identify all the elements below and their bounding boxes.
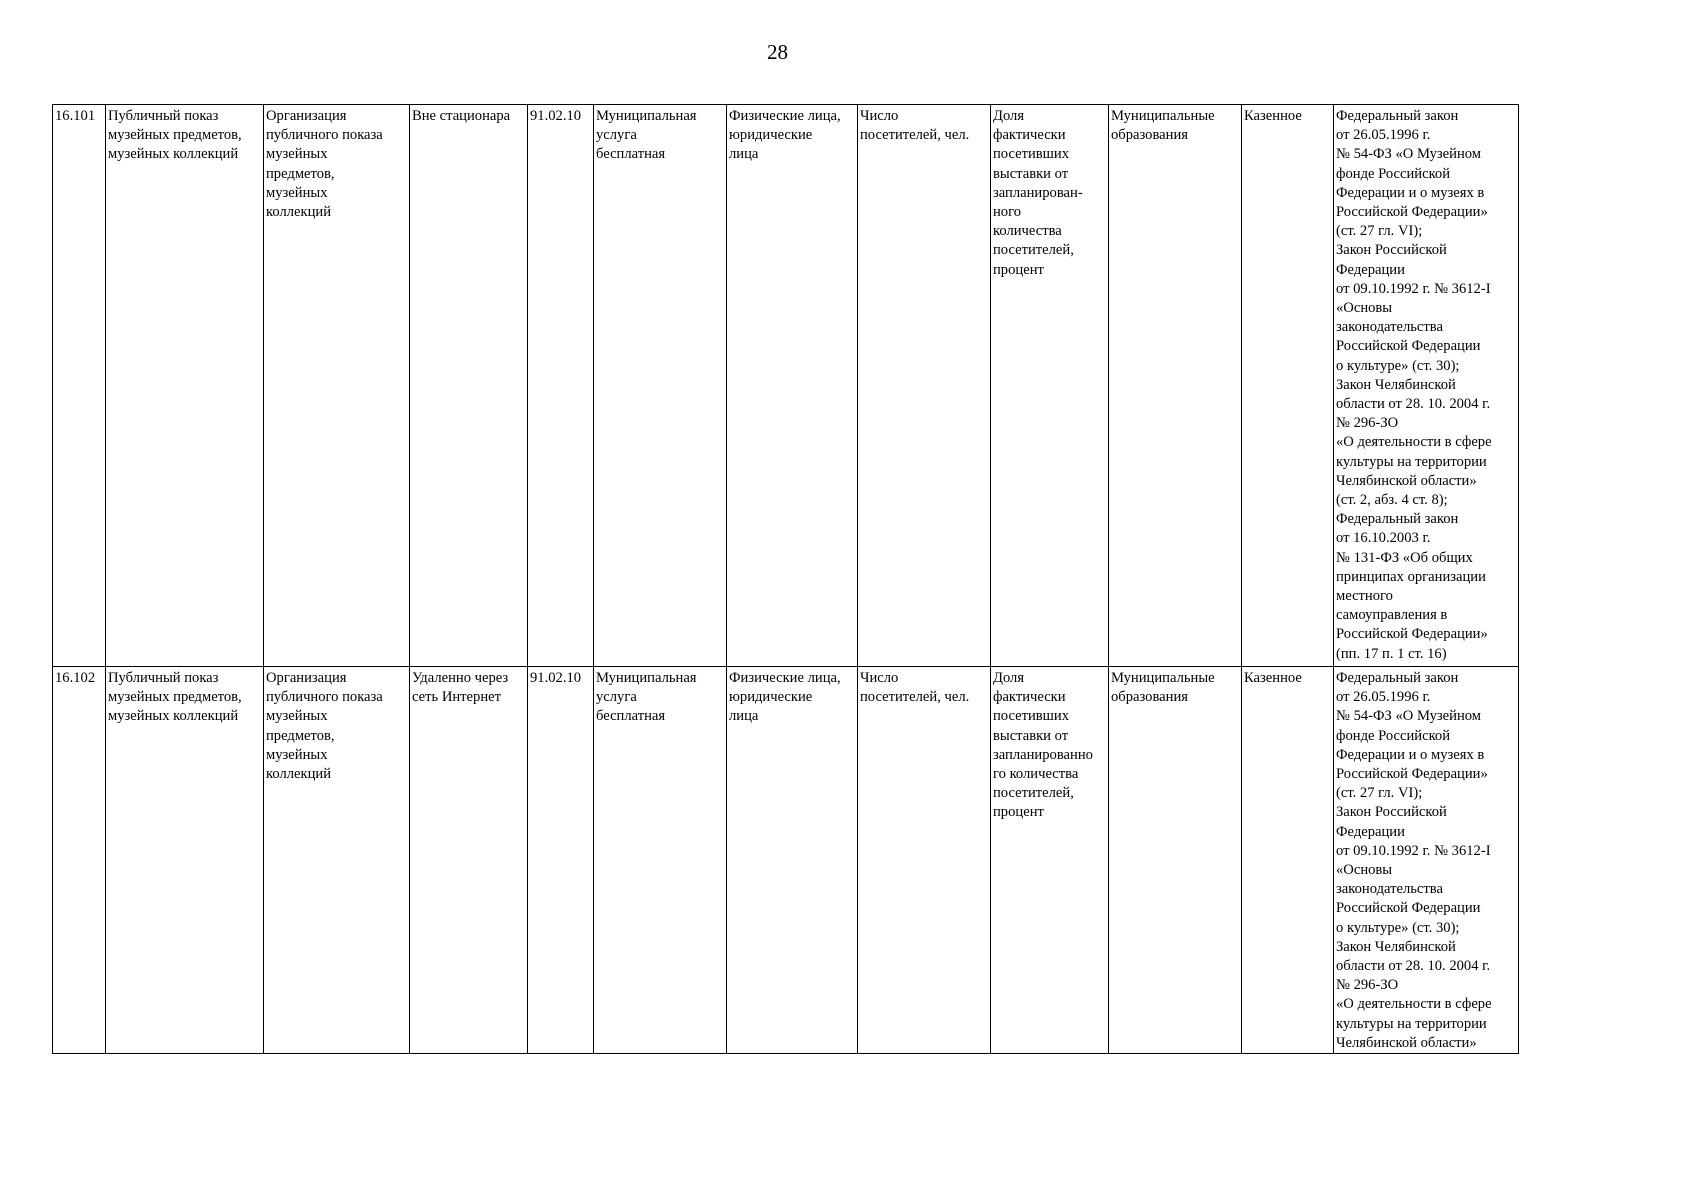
cell-line: юридические bbox=[729, 689, 813, 706]
cell-line: (пп. 17 п. 1 ст. 16) bbox=[1336, 645, 1447, 662]
consumers-cell bbox=[727, 667, 858, 1054]
cell-line: Публичный показ bbox=[108, 670, 219, 686]
cell-line: бесплатная bbox=[596, 146, 666, 163]
cell-line: посетителей, чел. bbox=[860, 127, 970, 144]
cell-line: области от 28. 10. 2004 г. bbox=[1336, 396, 1491, 413]
institution-type-cell bbox=[1242, 105, 1334, 667]
work-content-cell bbox=[264, 667, 410, 1054]
cell-line: от 16.10.2003 г. bbox=[1336, 530, 1431, 547]
cell-line: выставки от bbox=[993, 727, 1069, 744]
cell-line: № 296-ЗО bbox=[1336, 415, 1399, 432]
page-number: 28 bbox=[767, 40, 788, 64]
cell-line: законодательства bbox=[1336, 319, 1443, 336]
cell-line: фактически bbox=[993, 689, 1066, 706]
cell-line: Муниципальные bbox=[1111, 670, 1215, 686]
cell-line: Публичный показ bbox=[108, 108, 219, 124]
cell-line: услуга bbox=[596, 127, 637, 144]
cell-line: посетителей, bbox=[993, 242, 1074, 259]
table-row bbox=[53, 105, 1519, 667]
service-type-cell bbox=[594, 105, 727, 667]
cell-line: коллекций bbox=[266, 766, 332, 783]
cell-line: «Основы bbox=[1336, 862, 1393, 879]
cell-line: Число bbox=[860, 670, 899, 686]
cell-line: Число bbox=[860, 108, 899, 124]
cell-line: музейных bbox=[266, 708, 328, 725]
cell-line: Челябинской области» bbox=[1336, 472, 1477, 489]
cell-line: (ст. 27 гл. VI); bbox=[1336, 223, 1423, 240]
cell-line: услуга bbox=[596, 689, 637, 706]
cell-line: бесплатная bbox=[596, 708, 666, 725]
cell-line: Российской Федерации bbox=[1336, 338, 1481, 355]
cell-line: Федеральный закон bbox=[1336, 670, 1459, 686]
cell-line: 91.02.10 bbox=[530, 108, 582, 124]
cell-line: го количества bbox=[993, 766, 1079, 783]
cell-line: № 54-ФЗ «О Музейном bbox=[1336, 146, 1482, 163]
cell-line: музейных предметов, bbox=[108, 127, 242, 144]
cell-line: количества bbox=[993, 223, 1062, 240]
cell-line: музейных коллекций bbox=[108, 708, 239, 725]
registry-table bbox=[52, 104, 1519, 1054]
cell-line: образования bbox=[1111, 689, 1188, 706]
volume-indicator-cell bbox=[858, 667, 991, 1054]
work-content-cell bbox=[264, 105, 410, 667]
cell-line: области от 28. 10. 2004 г. bbox=[1336, 958, 1491, 975]
delivery-condition-cell bbox=[410, 667, 528, 1054]
cell-line: о культуре» (ст. 30); bbox=[1336, 357, 1460, 374]
cell-line: музейных bbox=[266, 746, 328, 763]
cell-line: выставки от bbox=[993, 165, 1069, 182]
cell-line: Федерации bbox=[1336, 261, 1405, 278]
cell-line: Федеральный закон bbox=[1336, 511, 1459, 528]
cell-line: Закон Российской bbox=[1336, 804, 1447, 821]
cell-line: ного bbox=[993, 204, 1022, 221]
service-name-cell bbox=[106, 667, 264, 1054]
cell-line: Муниципальная bbox=[596, 108, 697, 124]
cell-line: предметов, bbox=[266, 165, 335, 182]
cell-line: от 26.05.1996 г. bbox=[1336, 127, 1431, 144]
cell-line: № 54-ФЗ «О Музейном bbox=[1336, 708, 1482, 725]
cell-line: о культуре» (ст. 30); bbox=[1336, 919, 1460, 936]
cell-line: 91.02.10 bbox=[530, 670, 582, 686]
cell-line: Организация bbox=[266, 670, 347, 686]
cell-line: № 296-ЗО bbox=[1336, 977, 1399, 994]
institution-type-cell bbox=[1242, 667, 1334, 1054]
table-row bbox=[53, 667, 1519, 1054]
cell-line: культуры на территории bbox=[1336, 453, 1487, 470]
cell-line: Закон Российской bbox=[1336, 242, 1447, 259]
cell-line: коллекций bbox=[266, 204, 332, 221]
service-type-cell bbox=[594, 667, 727, 1054]
delivery-condition-cell bbox=[410, 105, 528, 667]
cell-line: процент bbox=[993, 261, 1044, 278]
cell-line: Доля bbox=[993, 670, 1025, 686]
cell-line: Физические лица, bbox=[729, 670, 841, 686]
cell-line: Российской Федерации bbox=[1336, 900, 1481, 917]
cell-line: принципах организации bbox=[1336, 568, 1486, 585]
cell-line: Федерации и о музеях в bbox=[1336, 184, 1485, 201]
cell-line: «О деятельности в сфере bbox=[1336, 996, 1492, 1013]
cell-line: посетителей, bbox=[993, 785, 1074, 802]
legal-basis-cell bbox=[1334, 105, 1519, 667]
code-cell: 16.102 bbox=[53, 667, 106, 1054]
cell-line: (ст. 27 гл. VI); bbox=[1336, 785, 1423, 802]
cell-line: местного bbox=[1336, 588, 1393, 605]
cell-line: от 09.10.1992 г. № 3612-I bbox=[1336, 280, 1491, 297]
cell-line: сеть Интернет bbox=[412, 689, 501, 706]
cell-line: Доля bbox=[993, 108, 1025, 124]
cell-line: Удаленно через bbox=[412, 670, 509, 686]
cell-line: (ст. 2, абз. 4 ст. 8); bbox=[1336, 492, 1448, 509]
volume-indicator-cell bbox=[858, 105, 991, 667]
cell-line: Федерации и о музеях в bbox=[1336, 746, 1485, 763]
cell-line: музейных коллекций bbox=[108, 146, 239, 163]
cell-line: самоуправления в bbox=[1336, 607, 1448, 624]
okved-cell bbox=[528, 105, 594, 667]
cell-line: «О деятельности в сфере bbox=[1336, 434, 1492, 451]
legal-basis-cell bbox=[1334, 667, 1519, 1054]
cell-line: Муниципальные bbox=[1111, 108, 1215, 124]
cell-line: Закон Челябинской bbox=[1336, 938, 1456, 955]
okved-cell bbox=[528, 667, 594, 1054]
quality-indicator-cell bbox=[991, 667, 1109, 1054]
cell-line: Физические лица, bbox=[729, 108, 841, 124]
cell-line: предметов, bbox=[266, 727, 335, 744]
service-name-cell bbox=[106, 105, 264, 667]
cell-line: культуры на территории bbox=[1336, 1015, 1487, 1032]
cell-line: Челябинской области» bbox=[1336, 1034, 1477, 1051]
quality-indicator-cell bbox=[991, 105, 1109, 667]
cell-line: публичного показа bbox=[266, 127, 383, 144]
cell-line: фактически bbox=[993, 127, 1066, 144]
cell-line: № 131-ФЗ «Об общих bbox=[1336, 549, 1473, 566]
cell-line: от 09.10.1992 г. № 3612-I bbox=[1336, 842, 1491, 859]
cell-line: процент bbox=[993, 804, 1044, 821]
cell-line: лица bbox=[729, 146, 759, 163]
cell-line: «Основы bbox=[1336, 300, 1393, 317]
cell-line: Казенное bbox=[1244, 670, 1302, 686]
code-cell: 16.101 bbox=[53, 105, 106, 667]
cell-line: Муниципальная bbox=[596, 670, 697, 686]
cell-line: законодательства bbox=[1336, 881, 1443, 898]
cell-line: фонде Российской bbox=[1336, 727, 1451, 744]
cell-line: посетивших bbox=[993, 708, 1070, 725]
cell-line: Закон Челябинской bbox=[1336, 376, 1456, 393]
cell-line: Федерации bbox=[1336, 823, 1405, 840]
consumers-cell bbox=[727, 105, 858, 667]
cell-line: Российской Федерации» bbox=[1336, 766, 1488, 783]
cell-line: от 26.05.1996 г. bbox=[1336, 689, 1431, 706]
cell-line: посетивших bbox=[993, 146, 1070, 163]
cell-line: Российской Федерации» bbox=[1336, 626, 1488, 643]
founder-cell bbox=[1109, 667, 1242, 1054]
cell-line: Казенное bbox=[1244, 108, 1302, 124]
cell-line: Вне стационара bbox=[412, 108, 511, 124]
cell-line: фонде Российской bbox=[1336, 165, 1451, 182]
cell-line: публичного показа bbox=[266, 689, 383, 706]
cell-line: музейных bbox=[266, 184, 328, 201]
founder-cell bbox=[1109, 105, 1242, 667]
cell-line: Федеральный закон bbox=[1336, 108, 1459, 124]
cell-line: посетителей, чел. bbox=[860, 689, 970, 706]
cell-line: Организация bbox=[266, 108, 347, 124]
cell-line: запланированно bbox=[993, 746, 1093, 763]
cell-line: музейных bbox=[266, 146, 328, 163]
cell-line: запланирован- bbox=[993, 184, 1083, 201]
cell-line: юридические bbox=[729, 127, 813, 144]
cell-line: Российской Федерации» bbox=[1336, 204, 1488, 221]
cell-line: музейных предметов, bbox=[108, 689, 242, 706]
cell-line: образования bbox=[1111, 127, 1188, 144]
cell-line: лица bbox=[729, 708, 759, 725]
